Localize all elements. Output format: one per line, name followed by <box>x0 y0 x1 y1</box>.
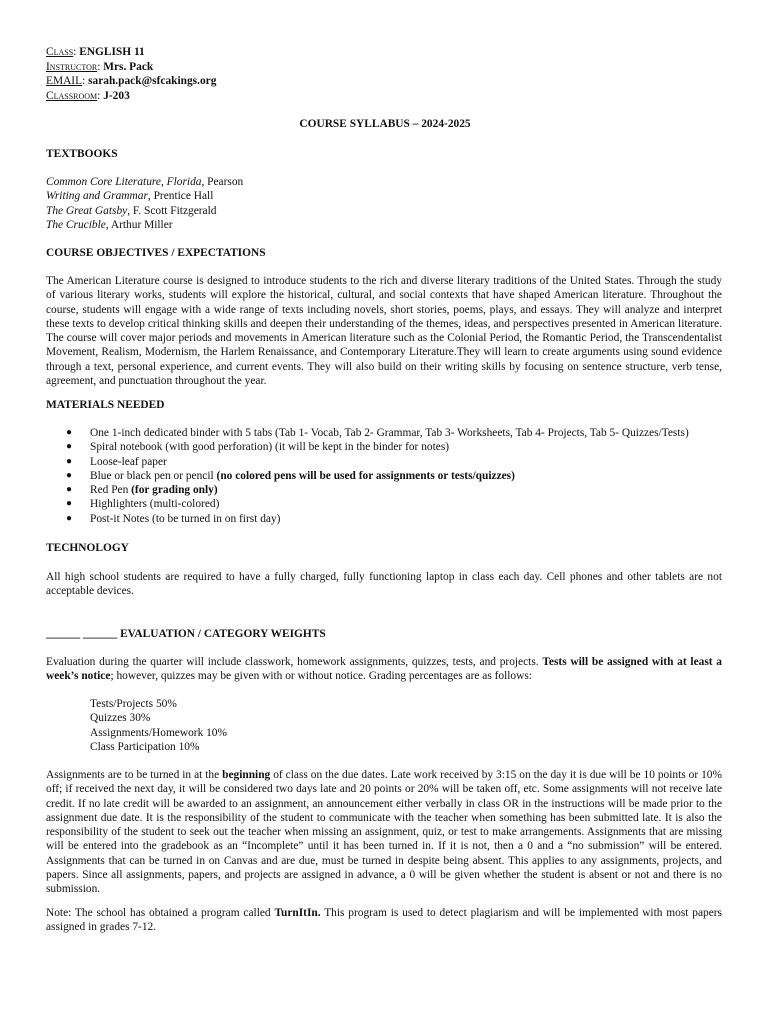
bullet-icon: ● <box>66 469 73 481</box>
materials-item <box>60 455 730 469</box>
instructor-line: Instructor: Mrs. Pack <box>46 60 154 73</box>
evaluation-heading-line <box>46 627 326 641</box>
materials-item-text: Highlighters (multi-colored) <box>90 498 220 511</box>
technology-paragraph: All high school students are required to have a fully charged, fully functioning laptop in class each day. Cell phones and other tablets are not acceptable devices. <box>46 571 722 598</box>
class-label: Class <box>46 46 74 58</box>
bullet-icon: ● <box>66 427 73 438</box>
bullet-icon: ● <box>66 441 73 453</box>
category-weights <box>90 697 227 754</box>
objectives-heading: COURSE OBJECTIVES / EXPECTATIONS <box>46 247 266 259</box>
materials-item-text: Red Pen <box>90 484 132 497</box>
bullet-icon: ● <box>66 455 73 467</box>
weight-item: Quizzes 30% <box>90 712 151 725</box>
course-header <box>46 45 216 103</box>
weight-item: Class Participation 10% <box>90 740 200 753</box>
evaluation-intro-text: Evaluation during the quarter will include classwork, homework assignments, quizzes, tests, and projects. <box>46 656 543 668</box>
classroom-value: J-203 <box>103 89 130 102</box>
evaluation-intro <box>46 655 722 684</box>
materials-item <box>60 426 730 440</box>
classroom-label: Classroom <box>46 89 98 102</box>
materials-item-text: Post-it Notes (to be turned in on first day) <box>90 512 281 525</box>
page-title: COURSE SYLLABUS – 2024-2025 <box>299 118 471 130</box>
late-policy-text: Assignments are to be turned in at the <box>46 769 223 781</box>
bullet-icon: ● <box>66 512 73 524</box>
materials-item <box>60 483 730 497</box>
blank-line: ______ <box>83 628 118 640</box>
textbooks-list <box>46 175 722 232</box>
textbook-item <box>46 175 722 189</box>
materials-item <box>60 469 730 483</box>
textbook-item <box>46 204 722 218</box>
instructor-label: Instructor <box>46 60 98 73</box>
evaluation-heading: EVALUATION / CATEGORY WEIGHTS <box>120 628 326 640</box>
textbook-item <box>46 189 722 203</box>
materials-heading: MATERIALS NEEDED <box>46 399 165 411</box>
bullet-icon: ● <box>66 484 73 496</box>
textbook-item <box>46 218 722 232</box>
materials-item-note: (no colored pens will be used for assignments or tests/quizzes) <box>216 469 515 482</box>
materials-item-text: Spiral notebook (with good perforation) (it will be kept in the binder for notes) <box>90 441 450 454</box>
blank-line: ______ <box>46 628 81 640</box>
materials-item <box>60 497 730 511</box>
materials-item <box>60 440 730 454</box>
turnitin-name: TurnItIn. <box>274 907 321 919</box>
instructor-value: Mrs. Pack <box>103 60 154 73</box>
class-value: ENGLISH 11 <box>79 46 145 58</box>
plagiarism-note <box>46 906 722 935</box>
weight-item: Assignments/Homework 10% <box>90 726 227 739</box>
objectives-paragraph: The American Literature course is designed to introduce students to the rich and diverse literary traditions of the United States. Through the study of various literary works, students will explore the historical, cultural, and social contexts that have shaped American literature. Throughout the course, students will engage with a wide range of texts including novels, short stories, poems, plays, and essays. They will analyze and interpret these texts to develop critical thinking skills and deepen their understanding of the themes, ideas, and perspectives presented in American literature. The course will cover major periods and movements in American literature such as the Colonial Period, the Romantic Period, the Transcendentalist Movement, Realism, Modernism, the Harlem Renaissance, and Contemporary Literature.They will learn to create arguments using sound evidence through a text, personal experience, and current events. They will also build on their writing skills by focusing on sentence structure, verb tense, agreement, and punctuation throughout the year. <box>46 275 722 388</box>
evaluation-intro-text-end: ; however, quizzes may be given with or without notice. Grading percentages are as follows: <box>110 670 532 683</box>
classroom-line: Classroom: J-203 <box>46 89 130 102</box>
textbook-publisher: , Pearson <box>201 176 244 188</box>
materials-item-text: Blue or black pen or pencil <box>90 469 217 482</box>
technology-heading: TECHNOLOGY <box>46 542 129 554</box>
textbook-title: Writing and Grammar <box>46 190 148 203</box>
late-work-policy <box>46 768 722 897</box>
materials-list <box>60 426 730 526</box>
materials-item <box>60 512 730 526</box>
weight-item: Tests/Projects 50% <box>90 698 177 710</box>
late-policy-bold: beginning <box>222 769 271 781</box>
class-line: Class: ENGLISH 11 <box>46 46 145 58</box>
textbook-title: The Great Gatsby <box>46 204 128 217</box>
textbooks-heading: TEXTBOOKS <box>46 148 118 160</box>
materials-item-text: One 1-inch dedicated binder with 5 tabs (Tab 1- Vocab, Tab 2- Grammar, Tab 3- Worksheets, Tab 4- Projects, Tab 5- Quizzes/Tests) <box>90 427 689 439</box>
email-line: EMAIL: sarah.pack@sfcakings.org <box>46 75 217 87</box>
materials-item-text: Loose-leaf paper <box>90 455 167 468</box>
email-label: EMAIL <box>46 75 83 87</box>
note-text: Note: The school has obtained a program called <box>46 907 275 919</box>
textbook-publisher: , Arthur Miller <box>105 218 173 231</box>
note-text-end: This program is used to detect plagiarism and will be implemented with most papers assigned in grades 7-12. <box>46 907 722 934</box>
textbook-title: Common Core Literature, Florida <box>46 176 202 188</box>
evaluation-intro-bold: Tests will be assigned with at least a week’s notice <box>46 656 722 683</box>
textbook-publisher: , Prentice Hall <box>147 190 214 203</box>
email-value: sarah.pack@sfcakings.org <box>88 75 217 87</box>
late-policy-text-end: of class on the due dates. Late work received by 3:15 on the day it is due will be 10 points or 10% off; if received the next day, it will be considered two days late and 20 points or 20% will be taken off, etc. Some assignments will not receive late credit. If no late credit will be awarded to an assignment, an announcement either verbally in class OR in the instructions will be made prior to the assignment due date. It is the responsibility of the student to communicate with the teacher when something has been submitted late. It is also the responsibility of the student to seek out the teacher when missing an assignment, quiz, or test to make arrangements. Assignments that are missing will be entered into the gradebook as an “Incomplete” until it has been turned in. If it is not, then a 0 and a “no submission” will be entered. Assignments that can be turned in on Canvas and are due, must be turned in despite being absent. This applies to any assignments, projects, and papers. Since all assignments, papers, and projects are assigned in advance, a 0 will be given whether the student is absent or not and there is no submission. <box>46 769 722 896</box>
bullet-icon: ● <box>66 498 73 510</box>
materials-item-note: (for grading only) <box>131 484 218 497</box>
textbook-publisher: , F. Scott Fitzgerald <box>127 204 217 217</box>
textbook-title: The Crucible <box>46 218 106 231</box>
